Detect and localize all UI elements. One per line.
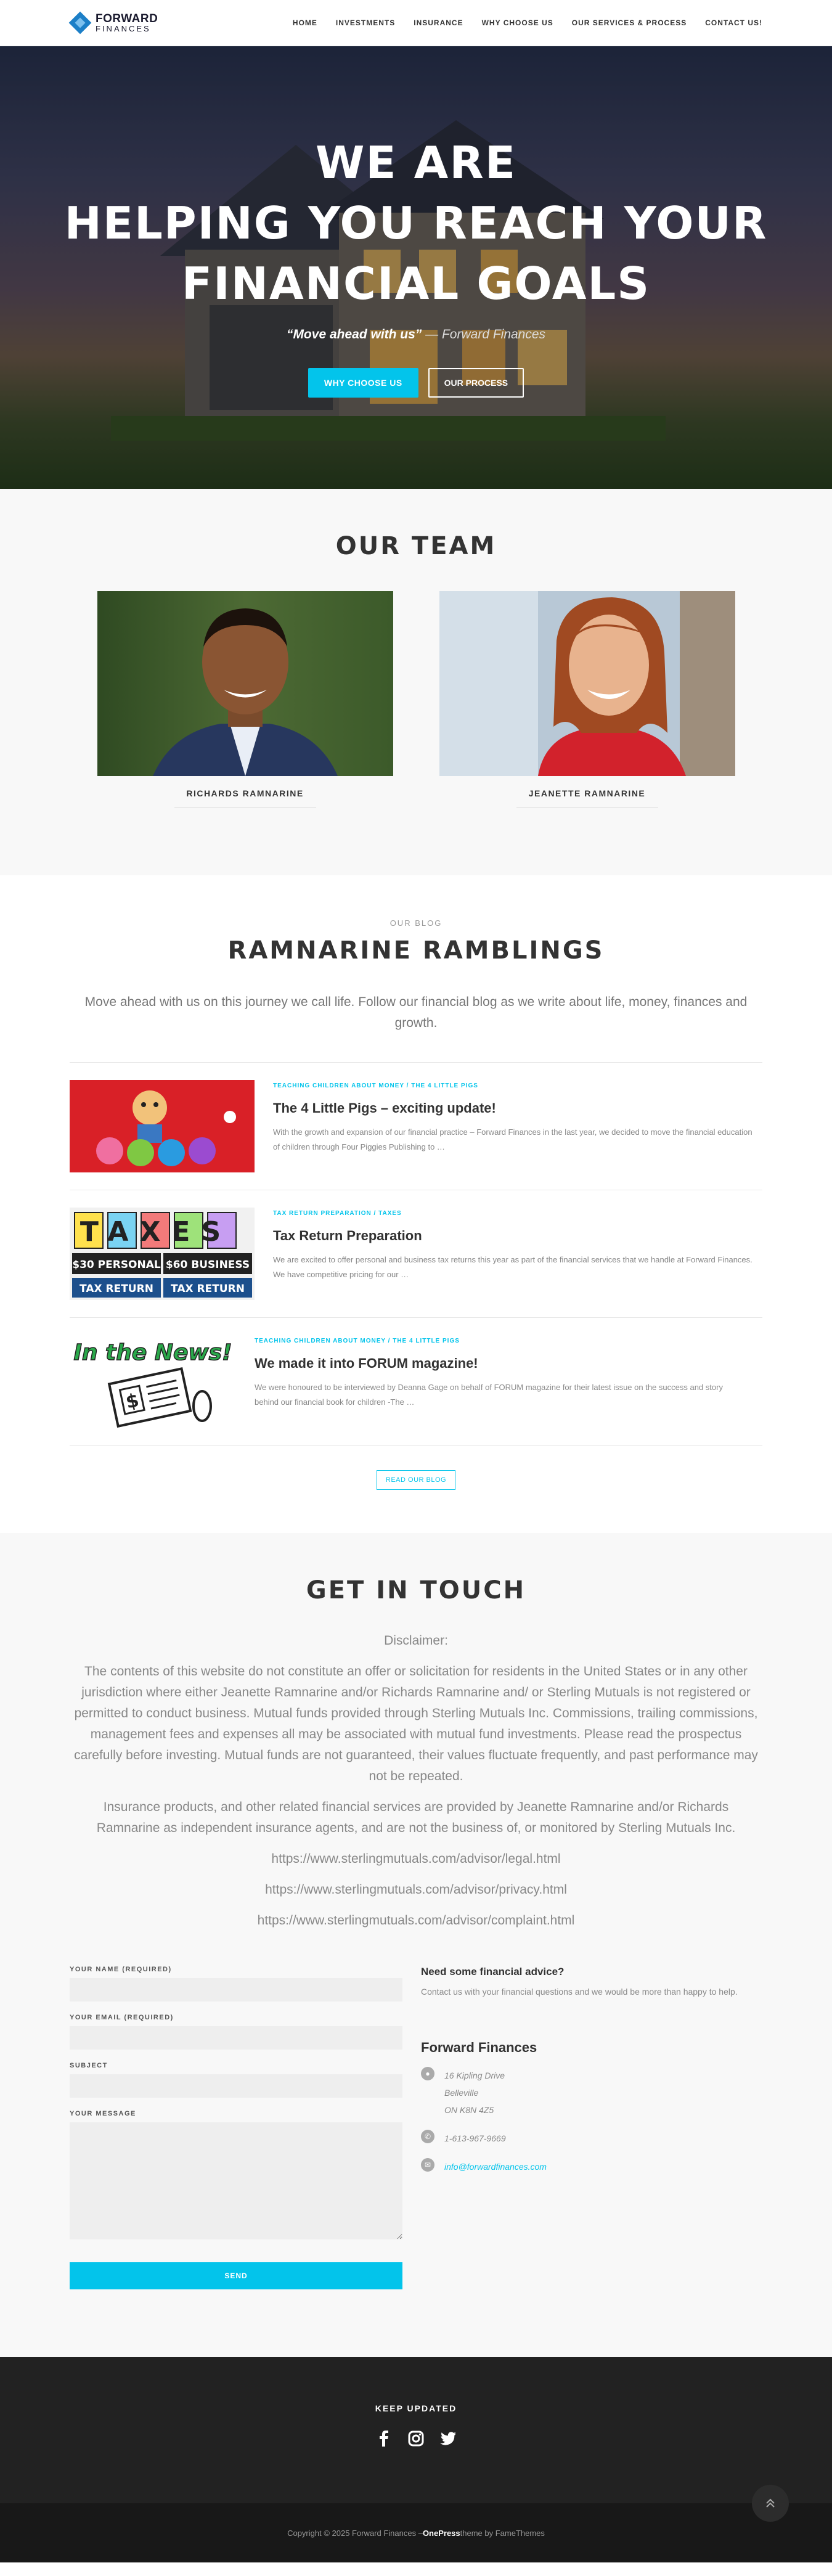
menu-item-home[interactable]: HOME (292, 18, 317, 27)
subject-label: SUBJECT (70, 2062, 108, 2069)
back-to-top-button[interactable] (752, 2485, 789, 2522)
post-categories[interactable]: TEACHING CHILDREN ABOUT MONEY / THE 4 LITTLE PIGS (273, 1082, 478, 1089)
post-title[interactable]: Tax Return Preparation (273, 1228, 422, 1243)
blog-post (70, 1318, 762, 1445)
post-thumbnail-taxes[interactable] (70, 1208, 255, 1300)
team-member-richards (97, 591, 393, 808)
address-line-3: ON K8N 4Z5 (444, 2105, 494, 2115)
twitter-icon[interactable] (439, 2429, 457, 2448)
menu-item-investments[interactable]: INVESTMENTS (335, 18, 396, 27)
richards-photo (97, 591, 393, 776)
instagram-icon[interactable] (407, 2429, 425, 2448)
hero-section (0, 46, 832, 489)
contact-form (70, 1966, 402, 2289)
logo-text-bottom: FINANCES (96, 24, 151, 33)
post-excerpt: With the growth and expansion of our financial practice – Forward Finances in the last year, we decided to move the financial education of children through Four Piggies Publishing to … (273, 1127, 752, 1151)
team-member-jeanette (439, 591, 735, 808)
advice-heading: Need some financial advice? (421, 1966, 565, 1977)
copyright-text: Copyright © 2025 Forward Finances – (287, 2528, 423, 2538)
thumb-taxes-business: $60 BUSINESS (165, 1259, 250, 1271)
copyright-bar (0, 2503, 832, 2562)
logo-text-top: FORWARD (96, 12, 158, 25)
jeanette-name: JEANETTE RAMNARINE (528, 788, 646, 798)
subject-input[interactable] (70, 2074, 402, 2098)
richards-name: RICHARDS RAMNARINE (186, 788, 304, 798)
team-title: OUR TEAM (335, 532, 497, 560)
jeanette-photo (439, 591, 735, 776)
complaint-link[interactable]: https://www.sterlingmutuals.com/advisor/complaint.html (257, 1913, 575, 1928)
phone-icon: ✆ (421, 2130, 434, 2143)
post-thumbnail-news[interactable] (70, 1335, 236, 1428)
hero-heading (0, 133, 832, 314)
address-line-1: 16 Kipling Drive (444, 2071, 505, 2080)
privacy-link[interactable]: https://www.sterlingmutuals.com/advisor/privacy.html (265, 1883, 567, 1897)
hero-line-2: HELPING YOU REACH YOUR (64, 197, 768, 249)
theme-suffix: theme by FameThemes (460, 2528, 545, 2538)
contact-info (421, 1966, 762, 2289)
site-logo[interactable] (70, 12, 158, 33)
post-categories[interactable]: TEACHING CHILDREN ABOUT MONEY / THE 4 LITTLE PIGS (255, 1338, 460, 1344)
logo-diamond-icon (70, 12, 91, 33)
email-icon: ✉ (421, 2158, 434, 2172)
thumb-news-word: In the News! (73, 1340, 232, 1365)
phone-number: 1-613-967-9669 (444, 2133, 506, 2143)
footer (0, 2357, 832, 2503)
location-icon: ● (421, 2067, 434, 2080)
hero-line-1: WE ARE (315, 137, 516, 189)
blog-subtitle: OUR BLOG (389, 918, 443, 928)
thumb-taxes-bottom-right: TAX RETURN (171, 1283, 245, 1295)
post-excerpt: We were honoured to be interviewed by Deanna Gage on behalf of FORUM magazine for their latest issue on the success and story behind our financial book for children -The … (255, 1383, 723, 1407)
name-input[interactable] (70, 1978, 402, 2002)
disclaimer-block (74, 1630, 758, 1931)
blog-description: Move ahead with us on this journey we call life. Follow our financial blog as we write about life, money, finances and growth. (84, 995, 748, 1030)
message-label: YOUR MESSAGE (70, 2110, 136, 2117)
email-input[interactable] (70, 2026, 402, 2050)
why-choose-us-button[interactable]: WHY CHOOSE US (308, 368, 418, 398)
post-title[interactable]: We made it into FORUM magazine! (255, 1355, 478, 1371)
hero-line-3: FINANCIAL GOALS (181, 258, 651, 309)
address-line-2: Belleville (444, 2088, 479, 2098)
advice-subtext: Contact us with your financial questions and we would be more than happy to help. (421, 1987, 738, 1997)
send-button[interactable]: SEND (70, 2262, 402, 2289)
blog-section (0, 875, 832, 1533)
thumb-taxes-personal: $30 PERSONAL (72, 1259, 161, 1271)
post-categories[interactable]: TAX RETURN PREPARATION / TAXES (273, 1210, 402, 1217)
svg-text:$: $ (123, 1389, 141, 1413)
blog-post (70, 1063, 762, 1190)
social-links (0, 2429, 832, 2448)
name-label: YOUR NAME (REQUIRED) (70, 1966, 172, 1973)
post-title[interactable]: The 4 Little Pigs – exciting update! (273, 1100, 496, 1116)
contact-title: GET IN TOUCH (306, 1576, 526, 1605)
legal-link[interactable]: https://www.sterlingmutuals.com/advisor/legal.html (271, 1852, 561, 1866)
menu-item-contact[interactable]: CONTACT US! (705, 18, 762, 27)
team-section (0, 489, 832, 875)
blog-title: RAMNARINE RAMBLINGS (227, 936, 605, 965)
blog-post (70, 1190, 762, 1318)
top-navbar (0, 0, 832, 46)
menu-item-services-process[interactable]: OUR SERVICES & PROCESS (571, 18, 687, 27)
menu-item-why-choose-us[interactable]: WHY CHOOSE US (481, 18, 553, 27)
disclaimer-text-1: The contents of this website do not constitute an offer or solicitation for residents in the United States or in any other jurisdiction where either Jeanette Ramnarine and/or Richards Ramnarine and/ or Sterling Mutuals is not registered or permitted to conduct business. Mutual funds provided through Sterling Mutuals Inc. Commissions, trailing commissions, management fees and expenses all may be associated with mutual fund investments. Please read the prospectus carefully before investing. Mutual funds are not guaranteed, their values fluctuate frequently, and past performance may not be repeated. (74, 1664, 758, 1783)
read-our-blog-button[interactable]: READ OUR BLOG (377, 1470, 455, 1490)
disclaimer-text-2: Insurance products, and other related financial services are provided by Jeanette Ramnarine and/or Richards Ramnarine as independent insurance agents, and are not the business of, or monitored by Sterling Mutuals Inc. (96, 1800, 736, 1835)
thumb-taxes-bottom-left: TAX RETURN (80, 1283, 153, 1295)
facebook-icon[interactable] (375, 2429, 393, 2448)
email-link[interactable]: info@forwardfinances.com (444, 2162, 547, 2172)
thumb-taxes-word: TAXES (80, 1216, 232, 1248)
disclaimer-label: Disclaimer: (384, 1634, 448, 1648)
menu-item-insurance[interactable]: INSURANCE (414, 18, 463, 27)
theme-link[interactable]: OnePress (422, 2528, 460, 2538)
main-menu (293, 18, 762, 27)
company-name: Forward Finances (421, 2040, 537, 2055)
our-process-button[interactable]: OUR PROCESS (428, 368, 524, 398)
message-textarea[interactable] (70, 2122, 402, 2239)
contact-section (0, 1533, 832, 2357)
post-thumbnail-pigs[interactable] (70, 1080, 255, 1172)
blog-posts-list (70, 1062, 762, 1445)
hero-quote: “Move ahead with us” — Forward Finances (286, 327, 546, 341)
chevron-up-icon (765, 2498, 776, 2509)
post-excerpt: We are excited to offer personal and business tax returns this year as part of the financial services that we handle at Forward Finances. We have competitive pricing for our … (273, 1255, 752, 1279)
keep-updated-heading: KEEP UPDATED (375, 2403, 457, 2413)
email-label: YOUR EMAIL (REQUIRED) (70, 2014, 174, 2021)
